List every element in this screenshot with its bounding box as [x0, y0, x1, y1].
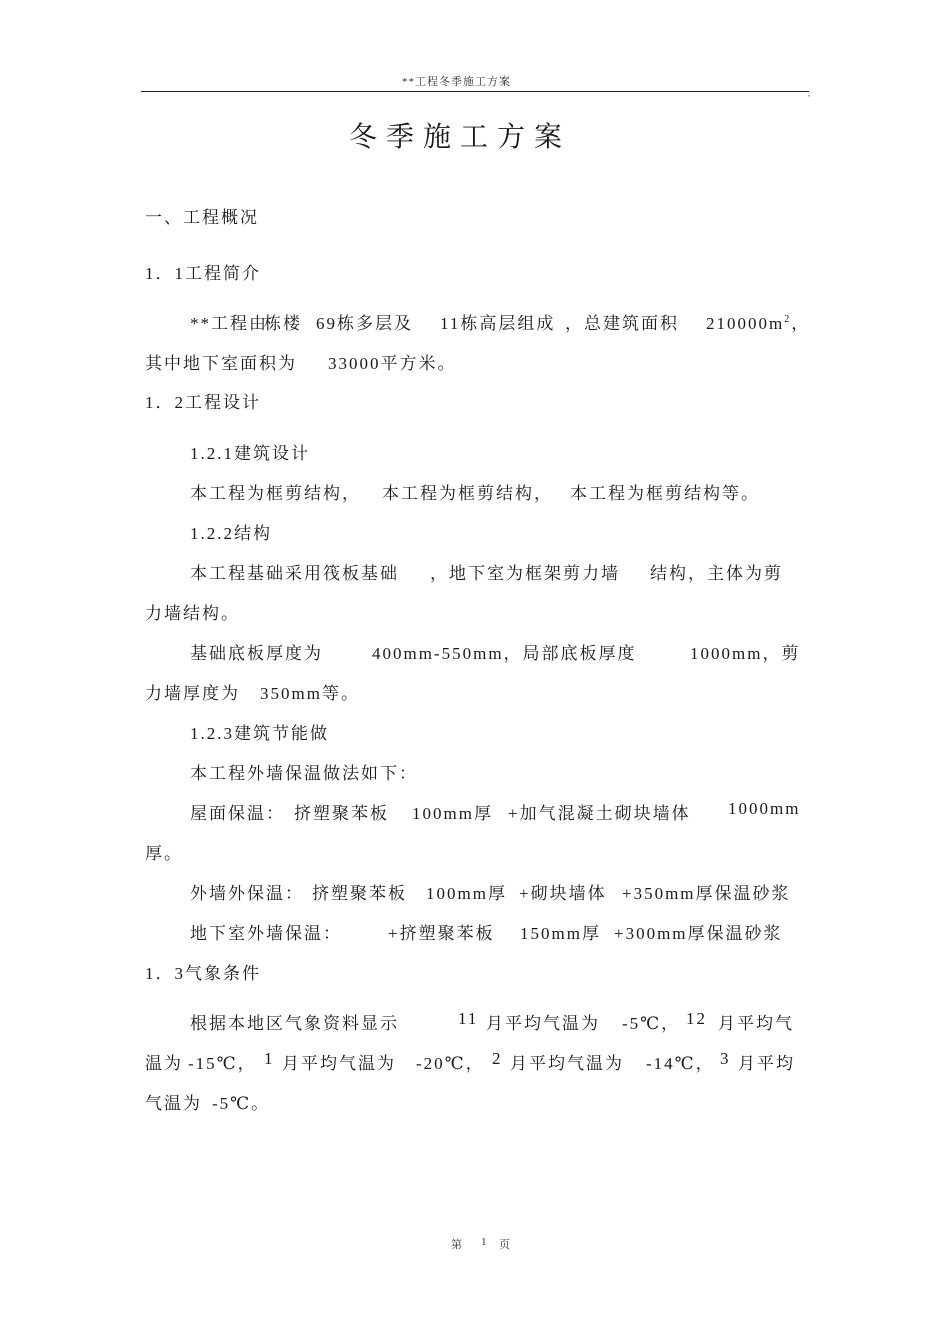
text-segment: 本工程为框剪结构，	[190, 484, 361, 503]
text-segment: 厚。	[145, 844, 183, 863]
text-segment: 月平均气温为	[486, 1014, 600, 1033]
text-segment: 挤塑聚苯板	[294, 804, 389, 823]
text-segment: 本工程基础采用筏板基础	[190, 564, 399, 583]
text-segment: 1000mm，剪	[690, 644, 801, 663]
text-segment: 根据本地区气象资料显示	[190, 1014, 399, 1033]
text-segment: 月平均气温为	[282, 1054, 396, 1073]
subsection-heading-1-2: 1．2工程设计	[145, 393, 261, 412]
text-segment: 力墙厚度为	[145, 684, 240, 703]
text-segment: 11栋高层组成	[440, 314, 556, 333]
subsubsection-heading: 1.2.2结构	[190, 524, 272, 543]
text-segment: 100mm厚	[426, 884, 507, 903]
text-segment: +300mm厚保温砂浆	[614, 924, 783, 943]
text-segment: 33000平方米。	[328, 354, 457, 373]
text-segment: 地下室外墙保温：	[190, 924, 342, 943]
text-segment: 挤塑聚苯板	[312, 884, 407, 903]
text-segment: 11	[458, 1009, 479, 1028]
subsection-heading-1-3: 1．3气象条件	[145, 964, 261, 983]
text-segment: -14℃，	[646, 1054, 715, 1073]
text-segment: 基础底板厚度为	[190, 644, 323, 663]
text-segment: 力墙结构。	[145, 604, 240, 623]
text-segment: 本工程外墙保温做法如下：	[190, 764, 418, 783]
footer-prefix: 第	[451, 1239, 463, 1251]
text-segment: 外墙外保温：	[190, 884, 304, 903]
text-segment: +加气混凝土砌块墙体	[508, 804, 691, 823]
text-segment: 69栋多层及	[316, 314, 413, 333]
text-segment: 结构，主体为剪	[650, 564, 783, 583]
subsubsection-heading: 1.2.1建筑设计	[190, 444, 310, 463]
text-segment: -5℃，	[622, 1014, 681, 1033]
subsubsection-heading: 1.2.3建筑节能做	[190, 724, 329, 743]
text-segment: 1000mm	[728, 799, 801, 818]
text-segment: ，地下室为框架剪力墙	[430, 564, 620, 583]
text-segment: 400mm-550mm，局部底板厚度	[372, 644, 637, 663]
text-segment: 本工程为框剪结构，	[382, 484, 553, 503]
document-title: 冬季施工方案	[349, 122, 572, 153]
text-segment: -5℃。	[212, 1094, 271, 1113]
text-segment: 本工程为框剪结构等。	[570, 484, 760, 503]
section-heading: 一、工程概况	[145, 208, 259, 227]
text-segment: **工程由	[190, 314, 268, 333]
text-segment: -20℃，	[416, 1054, 485, 1073]
subsection-heading-1-1: 1．1工程简介	[145, 264, 261, 283]
text-segment: 12	[686, 1009, 707, 1028]
text-segment: 栋楼	[264, 314, 302, 333]
page-number: 1	[481, 1236, 488, 1248]
text-segment: 350mm等。	[260, 684, 360, 703]
text-segment: +砌块墙体	[519, 884, 607, 903]
text-segment: -15℃，	[188, 1054, 257, 1073]
text-segment: $210000m^2$，	[706, 314, 811, 333]
text-segment: 3	[720, 1049, 731, 1068]
footer-suffix: 页	[499, 1239, 511, 1251]
text-segment: +350mm厚保温砂浆	[622, 884, 791, 903]
text-segment: 温为	[145, 1054, 183, 1073]
header-rule-mark: ,	[808, 89, 810, 98]
text-segment: 其中地下室面积为	[145, 354, 297, 373]
header-rule	[141, 91, 809, 92]
text-segment: 屋面保温：	[190, 804, 285, 823]
text-segment: 150mm厚	[520, 924, 601, 943]
text-segment: 1	[264, 1049, 275, 1068]
text-segment: 100mm厚	[412, 804, 493, 823]
running-header: **工程冬季施工方案	[402, 76, 511, 88]
text-segment: 月平均气	[718, 1014, 794, 1033]
text-segment: 月平均	[738, 1054, 795, 1073]
text-segment: 2	[492, 1049, 503, 1068]
text-segment: 月平均气温为	[510, 1054, 624, 1073]
text-segment: +挤塑聚苯板	[388, 924, 495, 943]
text-segment: 气温为	[145, 1094, 202, 1113]
text-segment: ，总建筑面积	[565, 314, 679, 333]
